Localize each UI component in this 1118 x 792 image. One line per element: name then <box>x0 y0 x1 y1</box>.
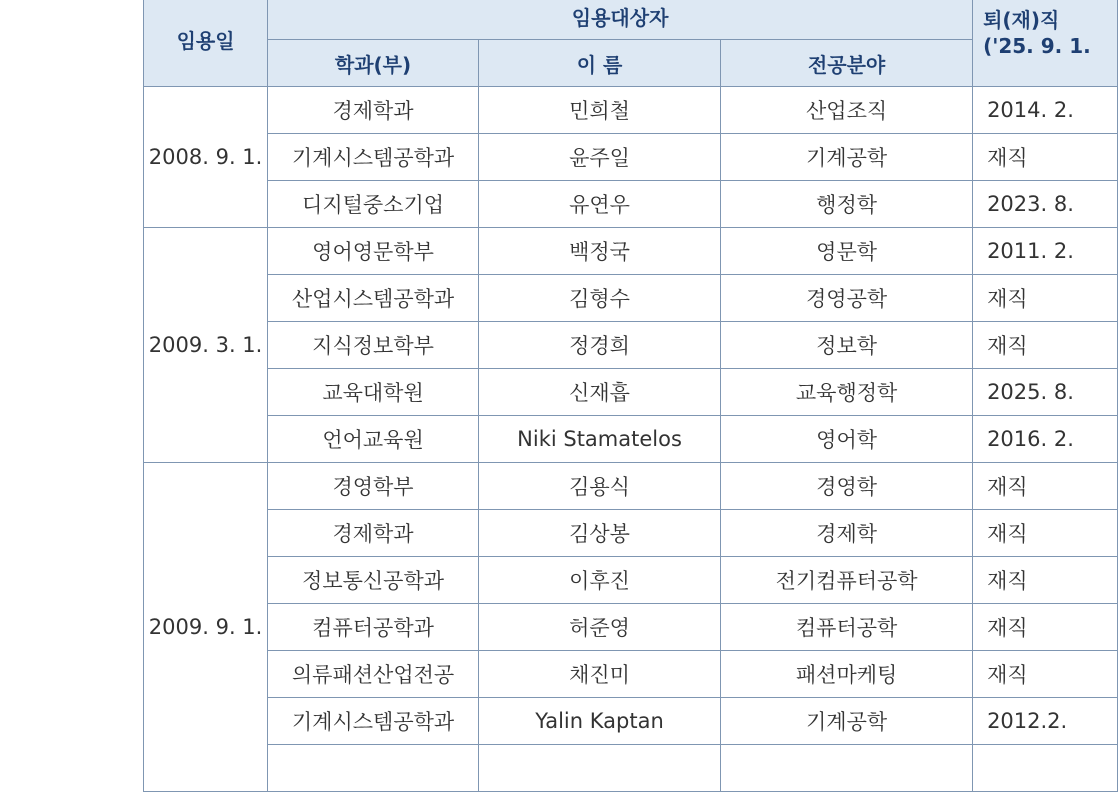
table-row <box>144 134 1118 181</box>
major-cell: 행정학 <box>721 181 973 228</box>
status-cell: 재직 <box>973 651 1118 698</box>
major-cell: 경영학 <box>721 463 973 510</box>
department-cell: 컴퓨터공학과 <box>268 604 479 651</box>
header-name: 이 름 <box>478 40 720 87</box>
header-appointment-date: 임용일 <box>144 0 268 87</box>
department-cell: 경제학과 <box>268 510 479 557</box>
table-row <box>144 416 1118 463</box>
department-cell: 기계시스템공학과 <box>268 698 479 745</box>
empty-cell <box>721 745 973 792</box>
department-cell: 언어교육원 <box>268 416 479 463</box>
status-cell: 2016. 2. <box>973 416 1118 463</box>
major-cell: 경영공학 <box>721 275 973 322</box>
status-cell: 재직 <box>973 463 1118 510</box>
status-cell: 재직 <box>973 134 1118 181</box>
table-row <box>144 275 1118 322</box>
header-retirement-line1: 퇴(재)직 <box>983 8 1060 32</box>
empty-cell <box>973 745 1118 792</box>
major-cell: 영문학 <box>721 228 973 275</box>
table-row <box>144 510 1118 557</box>
appointment-date-cell: 2009. 9. 1. <box>144 463 268 792</box>
department-cell: 경영학부 <box>268 463 479 510</box>
status-cell: 재직 <box>973 557 1118 604</box>
name-cell: 이후진 <box>478 557 720 604</box>
major-cell: 영어학 <box>721 416 973 463</box>
status-cell: 재직 <box>973 604 1118 651</box>
appointment-table-container <box>143 0 1118 792</box>
major-cell: 산업조직 <box>721 87 973 134</box>
name-cell: Niki Stamatelos <box>478 416 720 463</box>
major-cell: 전기컴퓨터공학 <box>721 557 973 604</box>
name-cell: 허준영 <box>478 604 720 651</box>
table-row <box>144 87 1118 134</box>
empty-cell <box>478 745 720 792</box>
department-cell: 의류패션산업전공 <box>268 651 479 698</box>
name-cell: 민희철 <box>478 87 720 134</box>
major-cell: 기계공학 <box>721 134 973 181</box>
major-cell: 정보학 <box>721 322 973 369</box>
department-cell: 교육대학원 <box>268 369 479 416</box>
header-department: 학과(부) <box>268 40 479 87</box>
department-cell: 디지털중소기업 <box>268 181 479 228</box>
table-row <box>144 698 1118 745</box>
header-major: 전공분야 <box>721 40 973 87</box>
department-cell: 지식정보학부 <box>268 322 479 369</box>
table-row <box>144 181 1118 228</box>
appointment-date-cell: 2008. 9. 1. <box>144 87 268 228</box>
major-cell: 기계공학 <box>721 698 973 745</box>
status-cell: 재직 <box>973 510 1118 557</box>
empty-cell <box>268 745 479 792</box>
name-cell: 백정국 <box>478 228 720 275</box>
name-cell: 정경희 <box>478 322 720 369</box>
table-row <box>144 463 1118 510</box>
name-cell: 윤주일 <box>478 134 720 181</box>
name-cell: 신재흡 <box>478 369 720 416</box>
header-retirement-line2: ('25. 9. 1. <box>983 34 1091 58</box>
major-cell: 컴퓨터공학 <box>721 604 973 651</box>
department-cell: 정보통신공학과 <box>268 557 479 604</box>
table-row <box>144 745 1118 792</box>
major-cell: 패션마케팅 <box>721 651 973 698</box>
table-row <box>144 228 1118 275</box>
status-cell: 2023. 8. <box>973 181 1118 228</box>
table-row <box>144 322 1118 369</box>
department-cell: 경제학과 <box>268 87 479 134</box>
name-cell: 김용식 <box>478 463 720 510</box>
header-appointee-group: 임용대상자 <box>268 0 973 40</box>
status-cell: 2011. 2. <box>973 228 1118 275</box>
table-row <box>144 651 1118 698</box>
department-cell: 기계시스템공학과 <box>268 134 479 181</box>
table-row <box>144 369 1118 416</box>
name-cell: 김상봉 <box>478 510 720 557</box>
table-row <box>144 557 1118 604</box>
department-cell: 영어영문학부 <box>268 228 479 275</box>
header-retirement <box>973 0 1118 87</box>
major-cell: 경제학 <box>721 510 973 557</box>
name-cell: 유연우 <box>478 181 720 228</box>
status-cell: 2025. 8. <box>973 369 1118 416</box>
name-cell: 김형수 <box>478 275 720 322</box>
name-cell: Yalin Kaptan <box>478 698 720 745</box>
name-cell: 채진미 <box>478 651 720 698</box>
status-cell: 재직 <box>973 322 1118 369</box>
department-cell: 산업시스템공학과 <box>268 275 479 322</box>
table-header <box>144 0 1118 87</box>
status-cell: 2012.2. <box>973 698 1118 745</box>
status-cell: 재직 <box>973 275 1118 322</box>
table-body <box>144 87 1118 792</box>
appointment-date-cell: 2009. 3. 1. <box>144 228 268 463</box>
status-cell: 2014. 2. <box>973 87 1118 134</box>
appointment-table <box>143 0 1118 792</box>
major-cell: 교육행정학 <box>721 369 973 416</box>
table-row <box>144 604 1118 651</box>
